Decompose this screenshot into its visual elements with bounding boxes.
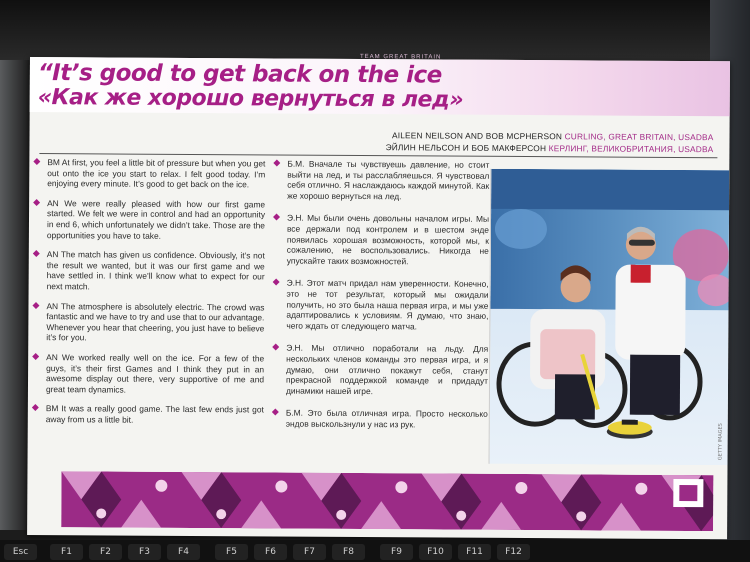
keyboard-key: F7: [293, 544, 326, 560]
quote-en: [46, 352, 264, 396]
decorative-patchwork-banner: [61, 471, 713, 531]
keyboard-key: F6: [254, 544, 287, 560]
title-russian: «Как же хорошо вернуться в лед»: [37, 85, 464, 113]
quote-ru: [286, 343, 488, 397]
keyboard-key: F3: [128, 544, 161, 560]
diamond-bullet-icon: [272, 409, 279, 416]
keyboard-key: F8: [332, 544, 365, 560]
quote-text: Б.М. Вначале ты чувствуешь давление, но стоит выйти на лед, и ты расслабляешься. Я чувствовал себя отлично. Я наслаждаюсь каждой минутой. Как же хорошо вернуться на лед.: [287, 158, 490, 202]
photo-credit: GETTY IMAGES: [717, 423, 724, 461]
keyboard-key: F2: [89, 544, 122, 560]
diamond-bullet-icon: [32, 404, 39, 411]
quote-en: [47, 198, 265, 242]
diamond-bullet-icon: [33, 199, 40, 206]
magazine-page: [27, 54, 730, 539]
credit-russian: [386, 142, 714, 154]
diamond-bullet-icon: [273, 279, 280, 286]
quote-ru: [287, 159, 489, 203]
quote-text: AN The atmosphere is absolutely electric. The crowd was fantastic and we have to try and use that to our advantage. Whenever you hear that cheering, you just have to believe it’s for you.: [46, 300, 265, 343]
diamond-bullet-icon: [32, 353, 39, 360]
quote-text: AN We worked really well on the ice. For a few of the guys, it’s their first Games and I think they put in an awesome display out there, very supportive of me and great team dynamics.: [45, 352, 265, 395]
quote-text: AN We were really pleased with how our first game started. We felt we were in control and had an opportunity in end 6, which unfortunately we didn’t take. Those are the opportunities you have to take.: [46, 197, 266, 241]
keyboard-key: Esc: [4, 544, 37, 560]
keyboard-key: F12: [497, 544, 530, 560]
quote-ru: [286, 278, 488, 332]
keyboard-key: F4: [167, 544, 200, 560]
quote-text: Б.М. Это была отличная игра. Просто несколько эндов выскользнули у нас из рук.: [285, 407, 488, 430]
running-head: TEAM GREAT BRITAIN: [359, 54, 442, 61]
quote-text: Э.Н. Мы отлично поработали на льду. Для нескольких членов команды это первая игра, и я думаю, они отлично покажут себя, станут прекрасной поддержкой команде и придадут динамики нашей игре.: [285, 342, 489, 396]
column-russian: [286, 159, 490, 440]
title-english: “It’s good to get back on the ice: [37, 60, 442, 89]
quote-text: Э.Н. Мы были очень довольны началом игры. Мы все держали под контролем и в шестом энде появилась хорошая возможность, которой мы, к сожалению, не воспользовались. Никогда не упускайте таких возможностей.: [286, 212, 490, 267]
quote-text: AN The match has given us confidence. Obviously, it’s not the result we wanted, but it was our first game and we have settled in. I think we’ll know what to expect for our next match.: [46, 249, 265, 292]
keyboard-key: F11: [458, 544, 491, 560]
diamond-bullet-icon: [273, 159, 280, 166]
keyboard-key: F10: [419, 544, 452, 560]
quote-ru: [287, 213, 489, 267]
credit-english: [392, 130, 714, 142]
quote-ru: [286, 408, 488, 430]
diamond-bullet-icon: [33, 250, 40, 257]
quote-text: Э.Н. Этот матч придал нам уверенности. Конечно, это не тот результат, который мы ожидали получить, но это была наша первая игра, и мы уже адаптировались к условиям. Я думаю, что знаю, чего ждать от следующего матча.: [286, 277, 489, 332]
credit-names-en: AILEEN NEILSON AND BOB MCPHERSON: [391, 130, 563, 142]
background-left: [0, 60, 30, 530]
quote-en: [47, 249, 265, 293]
diamond-bullet-icon: [32, 302, 39, 309]
keyboard-key: F1: [50, 544, 83, 560]
quote-en: [46, 301, 264, 345]
diamond-bullet-icon: [33, 158, 40, 165]
keyboard-key: F9: [380, 544, 413, 560]
credit-sport-ru: КЕРЛИНГ, ВЕЛИКОБРИТАНИЯ, USADBA: [548, 143, 714, 155]
curling-photo: [489, 169, 730, 465]
keyboard-key: F5: [215, 544, 248, 560]
quote-text: BM It was a really good game. The last few ends just got away from us a little bit.: [45, 403, 264, 425]
keyboard-edge: [0, 540, 750, 562]
quote-en: [46, 403, 264, 426]
credit-names-ru: ЭЙЛИН НЕЛЬСОН И БОБ МАКФЕРСОН: [385, 142, 547, 154]
diamond-bullet-icon: [272, 344, 279, 351]
quote-text: BM At first, you feel a little bit of pressure but when you get out onto the ice you start to relax. I felt good today. I’m enjoying every minute. It’s good to get back on the ice.: [47, 157, 266, 190]
quote-en: [47, 157, 265, 190]
column-english: [46, 157, 266, 435]
diamond-bullet-icon: [273, 214, 280, 221]
credit-sport-en: CURLING, GREAT BRITAIN, USADBA: [564, 131, 714, 143]
